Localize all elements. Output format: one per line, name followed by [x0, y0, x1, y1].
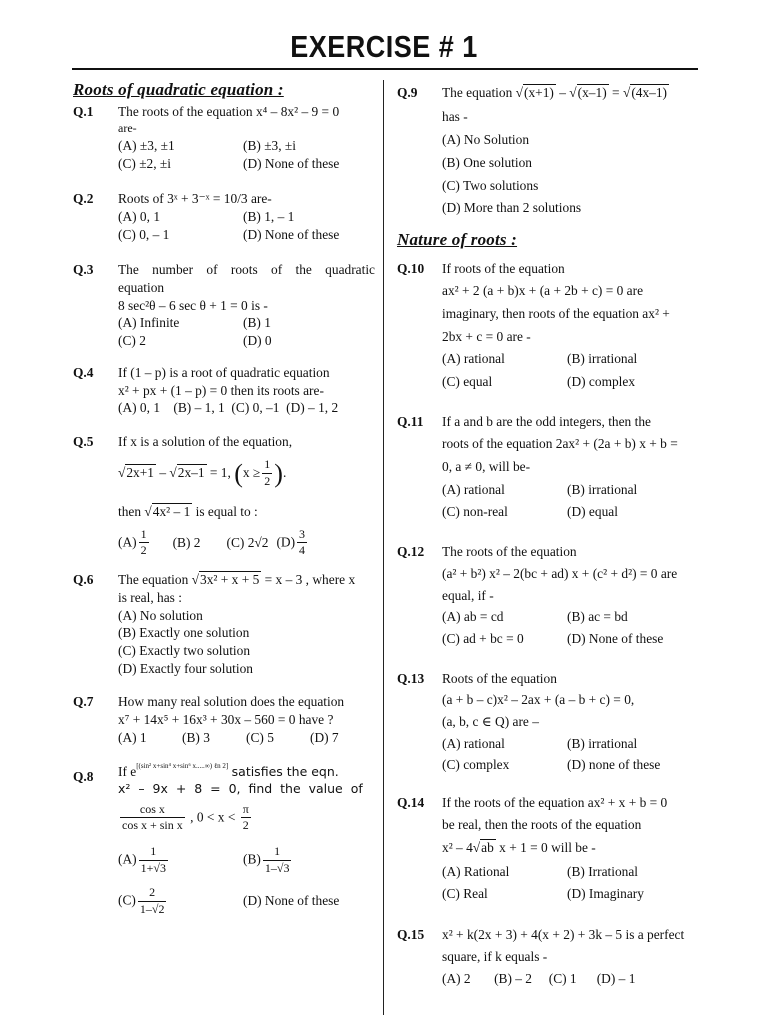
question-number: Q.8	[73, 769, 94, 785]
option-d: (D) None of these	[243, 155, 340, 171]
column-divider	[383, 80, 384, 1015]
option-b: (B) irrational	[567, 735, 638, 751]
question-10	[397, 260, 700, 391]
question-stem: The equation √ 3x² + x + 5 = x – 3 , where x	[118, 571, 375, 589]
option-d: (D) 7	[310, 729, 339, 745]
option-d: (D) $\frac{3}{4}$	[276, 526, 306, 558]
question-stem: If x is a solution of the equation,	[118, 433, 293, 449]
exponent: [(sin² x+sin⁴ x+sin⁶ x.....∞) ℓn 2]	[136, 762, 229, 771]
option-a: (A) rational	[442, 481, 505, 497]
question-stem: If (1 – p) is a root of quadratic equation	[118, 364, 330, 380]
option-a: (A) $\frac{1}{1+√3}$	[118, 844, 166, 876]
equation-rhs: = 1,	[209, 464, 231, 480]
question-stem: x² + k(2x + 3) + 4(x + 2) + 3k – 5 is a perfect	[442, 927, 685, 943]
question-number: Q.4	[73, 364, 94, 380]
options-inline: (A) 2 (B) – 2 (C) 1 (D) – 1	[442, 970, 636, 986]
option-c: (C) non-real	[442, 504, 508, 520]
option-d: (D) 0	[243, 333, 272, 349]
question-stem: The roots of the equation x⁴ – 8x² – 9 = 0	[118, 104, 340, 120]
option-c: (C) complex	[442, 757, 510, 773]
sqrt-symbol	[144, 504, 151, 519]
question-2	[73, 190, 375, 243]
question-stem: x² – 4√ ab x + 1 = 0 will be -	[442, 839, 700, 857]
option-c: (C) 0, – 1	[118, 226, 170, 242]
question-stem: ax² + 2 (a + b)x + (a + 2b + c) = 0 are	[442, 283, 644, 299]
question-stem: is real, has :	[118, 589, 182, 605]
question-number: Q.6	[73, 572, 94, 588]
option-a: (A) ±3, ±1	[118, 137, 175, 153]
question-stem: (a, b, c ∈ Q) are –	[442, 713, 539, 729]
option-d: (D) None of these	[243, 893, 340, 909]
question-stem: How many real solution does the equation	[118, 694, 345, 710]
exercise-title: EXERCISE # 1	[290, 30, 478, 64]
radicand: 3x² + x + 5	[200, 572, 260, 588]
options	[118, 314, 375, 349]
denominator: 2	[264, 474, 271, 489]
condition: x ≥	[242, 464, 261, 480]
option-d: (D) none of these	[567, 757, 661, 773]
options	[442, 608, 700, 647]
option-b: (B) irrational	[567, 351, 638, 367]
option-a: (A) No solution	[118, 607, 203, 623]
question-14	[397, 794, 700, 902]
option-c: (C) ad + bc = 0	[442, 630, 524, 646]
question-stem: imaginary, then roots of the equation ax² +	[442, 305, 670, 321]
radicand: 2x–1	[177, 464, 205, 480]
question-stem: If the roots of the equation ax² + x + b = 0	[442, 795, 668, 810]
options	[118, 527, 375, 560]
question-13	[397, 670, 700, 774]
options-inline: (A) 0, 1 (B) – 1, 1 (C) 0, –1 (D) – 1, 2	[118, 400, 339, 416]
question-stem: be real, then the roots of the equation	[442, 816, 642, 832]
option-b: (B) 2	[172, 535, 201, 551]
question-stem: The number of roots of the quadratic	[118, 262, 375, 278]
fraction: $\frac{\text{cos x}}{\text{cos x + sin x}}$	[122, 801, 183, 833]
then-text: then	[118, 503, 142, 519]
fraction: $\frac{\pi}{2}$	[242, 801, 249, 833]
question-7	[73, 693, 375, 746]
question-number: Q.11	[397, 413, 424, 429]
question-stem: x² + px + (1 – p) = 0 then its roots are-	[118, 382, 324, 398]
question-8	[73, 762, 375, 917]
question-stem: The roots of the equation	[442, 544, 577, 560]
radicand: 4x² – 1	[152, 503, 191, 519]
question-stem	[118, 503, 375, 521]
option-d: (D) None of these	[243, 226, 340, 242]
question-1	[73, 103, 375, 172]
question-stem: If roots of the equation	[442, 260, 565, 276]
question-stem: (a² + b²) x² – 2(bc + ad) x + (c² + d²) = 0 are	[442, 565, 678, 581]
question-stem: 8 sec²θ – 6 sec θ + 1 = 0 is -	[118, 297, 268, 313]
question-5	[73, 433, 375, 559]
radicand: (4x–1)	[631, 85, 668, 100]
option-d: (D) equal	[567, 504, 618, 520]
option-b: (B) 1	[243, 315, 271, 331]
option-d: (D) None of these	[567, 630, 664, 646]
option-b: (B) Exactly one solution	[118, 625, 250, 641]
option-a: (A) Infinite	[118, 315, 180, 331]
numerator: 1	[262, 457, 272, 474]
question-stem: roots of the equation 2ax² + (2a + b) x + b =	[442, 436, 678, 452]
question-stem: 0, a ≠ 0, will be-	[442, 459, 531, 475]
question-stem: If e[(sin² x+sin⁴ x+sin⁶ x.....∞) ℓn 2] satisfies the eqn.	[118, 762, 339, 780]
question-number: Q.15	[397, 927, 425, 943]
question-stem: If a and b are the odd integers, then the	[442, 413, 651, 429]
sqrt-symbol	[192, 572, 199, 587]
question-number: Q.7	[73, 694, 94, 710]
option-a: (A) $\frac{1}{2}$	[118, 526, 147, 558]
question-stem: x² – 9x + 8 = 0, find the value of	[118, 781, 363, 797]
option-c: (C) Two solutions	[442, 177, 539, 193]
question-12	[397, 543, 700, 647]
option-c: (C) Exactly two solution	[118, 642, 251, 658]
title-rule	[72, 68, 698, 70]
question-number: Q.2	[73, 191, 94, 207]
question-9	[397, 84, 700, 217]
option-b: (B) 3	[182, 729, 210, 745]
option-a: (A) rational	[442, 735, 505, 751]
right-column	[397, 84, 700, 988]
paren-open: (	[234, 458, 243, 488]
question-number: Q.12	[397, 544, 425, 560]
fraction	[262, 457, 272, 490]
question-11	[397, 413, 700, 521]
option-d: (D) Exactly four solution	[118, 660, 253, 676]
question-15	[397, 926, 700, 987]
paren-close: )	[274, 458, 283, 488]
radicand: (x+1)	[524, 85, 554, 100]
radicand: (x–1)	[577, 85, 607, 100]
question-number: Q.9	[397, 85, 418, 100]
equation: √ 2x+1 – √ 2x–1 = 1, (x ≥ $\frac{1}{2}$ ).	[118, 457, 375, 491]
sqrt-symbol	[516, 85, 523, 100]
option-d: (D) Imaginary	[567, 885, 644, 901]
options	[118, 729, 375, 747]
option-d: (D) More than 2 solutions	[442, 200, 582, 216]
question-number: Q.1	[73, 104, 94, 120]
sqrt-symbol	[169, 465, 176, 480]
radicand: ab	[481, 840, 494, 856]
question-stem: (a + b – c)x² – 2ax + (a – b + c) = 0,	[442, 692, 635, 708]
question-4	[73, 364, 375, 417]
question-6	[73, 571, 375, 677]
left-column	[73, 79, 375, 918]
option-c: (C) equal	[442, 374, 493, 389]
option-d: (D) complex	[567, 374, 636, 389]
options	[442, 863, 700, 902]
option-b: (B) Irrational	[567, 864, 639, 880]
option-a: (A) 1	[118, 729, 147, 745]
expression: $\frac{\text{cos x}}{\text{cos x + sin x}}$ , 0 < x < $\frac{\pi}{2}$	[122, 801, 249, 833]
question-stem: Roots of 3ˣ + 3⁻ˣ = 10/3 are-	[118, 191, 272, 207]
question-stem: The equation √ (x+1) – √ (x–1) = √ (4x–1)	[442, 84, 700, 102]
sqrt-symbol	[569, 85, 576, 100]
question-number: Q.5	[73, 433, 94, 449]
option-a: (A) ab = cd	[442, 609, 504, 625]
question-number: Q.14	[397, 795, 425, 810]
question-stem: Roots of the equation	[442, 670, 557, 686]
question-stem: square, if k equals -	[442, 949, 548, 965]
radicand: 2x+1	[126, 464, 154, 480]
question-number: Q.3	[73, 262, 94, 278]
section-heading-roots: Roots of quadratic equation :	[73, 80, 284, 99]
question-number: Q.10	[397, 260, 425, 276]
question-number: Q.13	[397, 670, 425, 686]
option-a: (A) rational	[442, 351, 505, 367]
question-stem: 2bx + c = 0 are -	[442, 328, 531, 344]
option-b: (B) $\frac{1}{1-√3}$	[243, 844, 290, 876]
question-stem: x⁷ + 14x⁵ + 16x³ + 30x – 560 = 0 have ?	[118, 712, 334, 728]
option-c: (C) Real	[442, 885, 488, 901]
option-c: (C) 2√2	[226, 535, 269, 551]
question-stem: has -	[442, 108, 468, 124]
option-c: (C) 5	[246, 729, 274, 745]
question-stem: equation	[118, 280, 165, 296]
option-b: (B) One solution	[442, 155, 533, 171]
option-c: (C) ±2, ±i	[118, 155, 172, 171]
option-b: (B) ±3, ±i	[243, 137, 297, 153]
option-b: (B) ac = bd	[567, 609, 628, 625]
option-b: (B) 1, – 1	[243, 209, 295, 225]
option-a: (A) 0, 1	[118, 209, 161, 225]
options	[442, 735, 700, 774]
option-c: (C) 2	[118, 333, 146, 349]
options	[118, 844, 375, 917]
options	[118, 137, 375, 172]
options	[118, 208, 375, 243]
options	[442, 350, 700, 390]
question-stem: are-	[118, 121, 137, 136]
option-a: (A) Rational	[442, 864, 510, 880]
section-heading-nature: Nature of roots :	[397, 230, 518, 250]
question-stem: equal, if -	[442, 587, 494, 603]
tail-text: is equal to :	[195, 503, 258, 519]
option-c: (C) $\frac{2}{1-√2}$	[118, 884, 165, 916]
option-a: (A) No Solution	[442, 132, 530, 148]
option-b: (B) irrational	[567, 481, 638, 497]
question-3	[73, 261, 375, 349]
options	[442, 481, 700, 521]
